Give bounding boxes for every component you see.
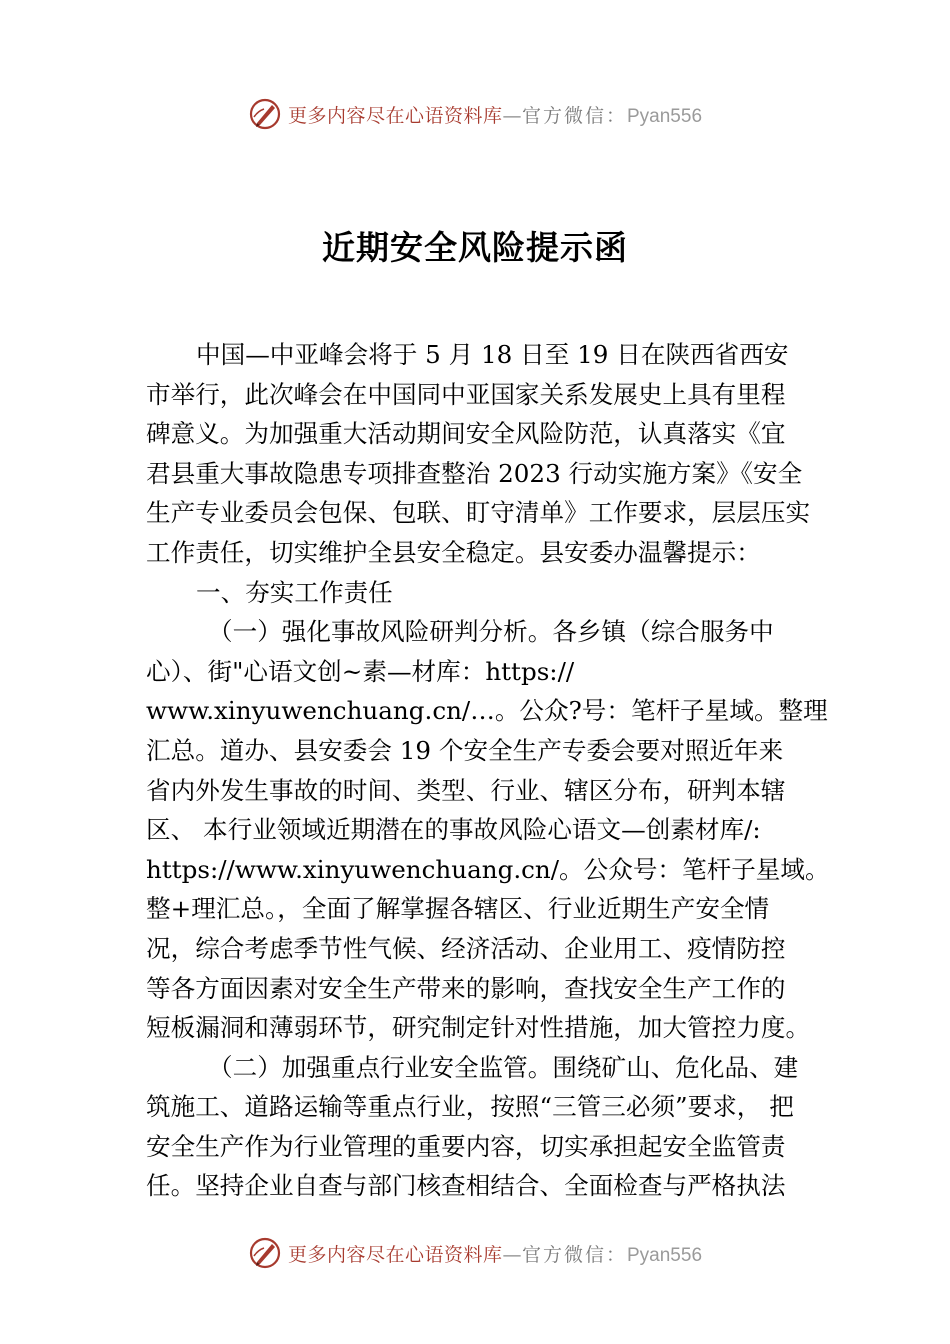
body-line: 况，综合考虑季节性气候、经济活动、企业用工、疫情防控	[146, 933, 786, 963]
watermark-wechat-id: Pyan556	[627, 1244, 703, 1266]
footer-watermark	[0, 1233, 950, 1273]
body-line: www.xinyuwenchuang.cn/…。公众?号：笔杆子星域。整理	[146, 696, 828, 726]
body-line: 任。坚持企业自查与部门核查相结合、全面检查与严格执法	[146, 1171, 786, 1201]
document-title: 近期安全风险提示函	[322, 228, 628, 267]
pen-logo-icon	[248, 1236, 282, 1270]
header-watermark	[0, 94, 950, 134]
pen-logo-icon	[248, 97, 282, 131]
body-line: 等各方面因素对安全生产带来的影响，查找安全生产工作的	[146, 973, 786, 1003]
body-line: 整+理汇总。，全面了解掌握各辖区、行业近期生产安全情	[146, 894, 770, 924]
body-line: 市举行，此次峰会在中国同中亚国家关系发展史上具有里程	[146, 379, 786, 409]
body-line: 省内外发生事故的时间、类型、行业、辖区分布，研判本辖	[146, 775, 786, 805]
watermark-text	[288, 1240, 702, 1267]
body-line: 中国—中亚峰会将于 5 月 18 日至 19 日在陕西省西安	[196, 340, 789, 369]
body-line: https://www.xinyuwenchuang.cn/。公众号：笔杆子星域。	[146, 854, 830, 884]
body-line: 生产专业委员会包保、包联、盯守清单》工作要求，层层压实	[146, 498, 811, 528]
body-line: 心）、街"心语文创~素—材库：https://	[146, 656, 575, 686]
watermark-separator: —	[502, 104, 522, 127]
body-line: 筑施工、道路运输等重点行业，按照“三管三必须”要求， 把	[146, 1092, 794, 1122]
body-line: 工作责任，切实维护全县安全稳定。县安委办温馨提示：	[146, 537, 761, 567]
body-line: 安全生产作为行业管理的重要内容，切实承担起安全监管责	[146, 1131, 786, 1161]
body-line: 君县重大事故隐患专项排查整治 2023 行动实施方案》《安全	[146, 458, 803, 488]
body-line: 短板漏洞和薄弱环节，研究制定针对性措施，加大管控力度。	[146, 1013, 811, 1043]
watermark-wechat-label: 官方微信：	[521, 104, 627, 127]
watermark-text	[288, 101, 702, 128]
body-line: （二）加强重点行业安全监管。围绕矿山、危化品、建	[208, 1052, 799, 1082]
body-line: 汇总。道办、县安委会 19 个安全生产专委会要对照近年来	[146, 735, 784, 765]
watermark-wechat-id: Pyan556	[627, 105, 703, 127]
watermark-separator: —	[502, 1243, 522, 1266]
document-body	[146, 335, 830, 1206]
watermark-wechat-label: 官方微信：	[521, 1243, 627, 1266]
body-line: （一）强化事故风险研判分析。各乡镇（综合服务中	[208, 617, 774, 647]
body-line: 区、 本行业领域近期潜在的事故风险心语文—创素材库/:	[146, 815, 761, 845]
watermark-main-text: 更多内容尽在心语资料库	[287, 104, 503, 127]
watermark-main-text: 更多内容尽在心语资料库	[287, 1243, 503, 1266]
body-line: 碑意义。为加强重大活动期间安全风险防范，认真落实《宜	[146, 419, 786, 449]
section-heading: 一、夯实工作责任	[196, 577, 393, 607]
